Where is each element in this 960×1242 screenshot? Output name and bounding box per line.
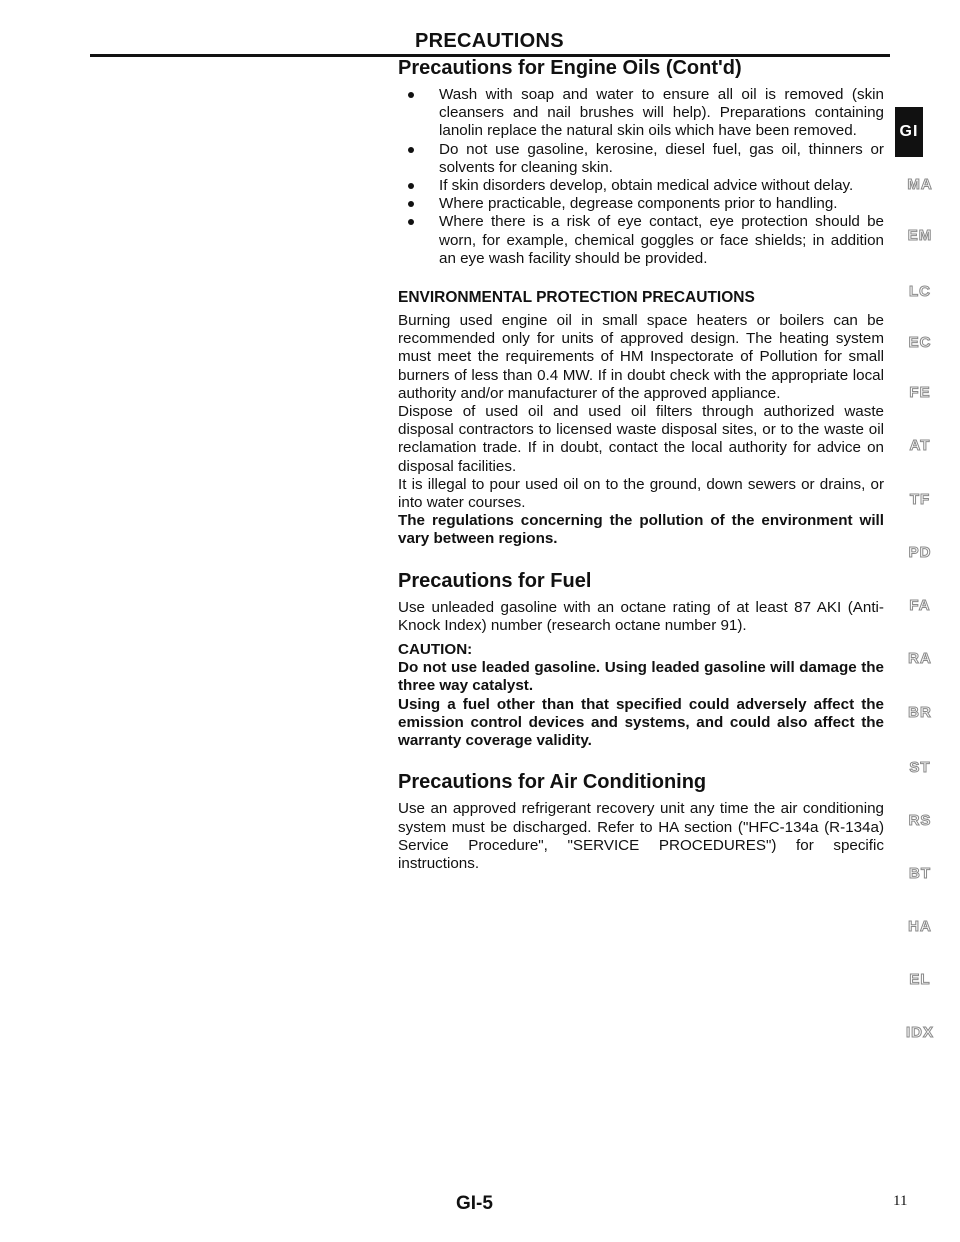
list-item: Where there is a risk of eye contact, eye protection should be worn, for example, chemical goggles or face shields; in addition an eye wash facility should be provided. [398, 213, 884, 268]
fuel-paragraph: Use unleaded gasoline with an octane rating of at least 87 AKI (Anti-Knock Index) number (research octane number 91). [398, 598, 884, 634]
tab-br[interactable]: BR [908, 704, 932, 721]
air-conditioning-heading: Precautions for Air Conditioning [398, 771, 707, 794]
fuel-heading: Precautions for Fuel [398, 569, 592, 592]
tab-ra[interactable]: RA [908, 650, 932, 667]
tab-st[interactable]: ST [909, 759, 931, 776]
list-item: Wash with soap and water to ensure all oil is removed (skin cleansers and nail brushes will help). Preparations containing lanolin replace the natural skin oils which have been removed. [398, 86, 884, 141]
section-tab-index [895, 0, 955, 1100]
tab-tf[interactable]: TF [909, 491, 931, 508]
tab-idx[interactable]: IDX [905, 1024, 934, 1041]
tab-rs[interactable]: RS [908, 812, 932, 829]
tab-fa[interactable]: FA [909, 597, 931, 614]
caution-text: Do not use leaded gasoline. Using leaded gasoline will damage the three way catalyst. [398, 659, 884, 695]
sheet-number: 11 [893, 1193, 908, 1209]
environmental-paragraph: Burning used engine oil in small space heaters or boilers can be recommended only for units of approved design. The heating system must meet the requirements of HM Inspectorate of Pollution for small burners of less than 0.4 MW. If in doubt check with the appropriate local authority and/or manufacturer of the approved appliance. [398, 312, 884, 402]
tab-ha[interactable]: HA [908, 918, 932, 935]
section-title: PRECAUTIONS [415, 30, 564, 52]
environmental-paragraph: It is illegal to pour used oil on to the ground, down sewers or drains, or into water courses. [398, 475, 884, 512]
tab-ec[interactable]: EC [908, 334, 932, 351]
tab-pd[interactable]: PD [908, 544, 932, 561]
tab-bt[interactable]: BT [909, 865, 931, 882]
tab-lc[interactable]: LC [909, 283, 931, 300]
tab-at[interactable]: AT [909, 437, 931, 454]
caution-label: CAUTION: [398, 641, 473, 659]
list-item: Do not use gasoline, kerosine, diesel fuel, gas oil, thinners or solvents for cleaning skin. [398, 141, 884, 177]
tab-fe[interactable]: FE [909, 384, 931, 401]
page-number: GI-5 [456, 1193, 493, 1214]
tab-em[interactable]: EM [907, 227, 933, 244]
main-content [398, 56, 884, 873]
tab-ma[interactable]: MA [907, 176, 933, 193]
engine-oils-list [398, 86, 884, 268]
environmental-paragraph: Dispose of used oil and used oil filters through authorized waste disposal contractors to licensed waste disposal sites, or to the waste oil reclamation trade. If in doubt, contact the local authority for advice on disposal facilities. [398, 403, 884, 475]
environmental-note: The regulations concerning the pollution of the environment will vary between regions. [398, 512, 884, 548]
tab-gi[interactable]: GI [895, 107, 923, 157]
engine-oils-heading: Precautions for Engine Oils (Cont'd) [398, 57, 742, 79]
environmental-heading: ENVIRONMENTAL PROTECTION PRECAUTIONS [398, 289, 755, 307]
list-item: If skin disorders develop, obtain medical advice without delay. [398, 177, 884, 195]
air-conditioning-paragraph: Use an approved refrigerant recovery unit any time the air conditioning system must be discharged. Refer to HA section ("HFC-134a (R-134a) Service Procedure", "SERVICE PROCEDURES") for specific instructions. [398, 800, 884, 872]
tab-el[interactable]: EL [909, 971, 931, 988]
list-item: Where practicable, degrease components prior to handling. [398, 195, 884, 213]
caution-text: Using a fuel other than that specified could adversely affect the emission control devices and systems, and could also affect the warranty coverage validity. [398, 695, 884, 750]
